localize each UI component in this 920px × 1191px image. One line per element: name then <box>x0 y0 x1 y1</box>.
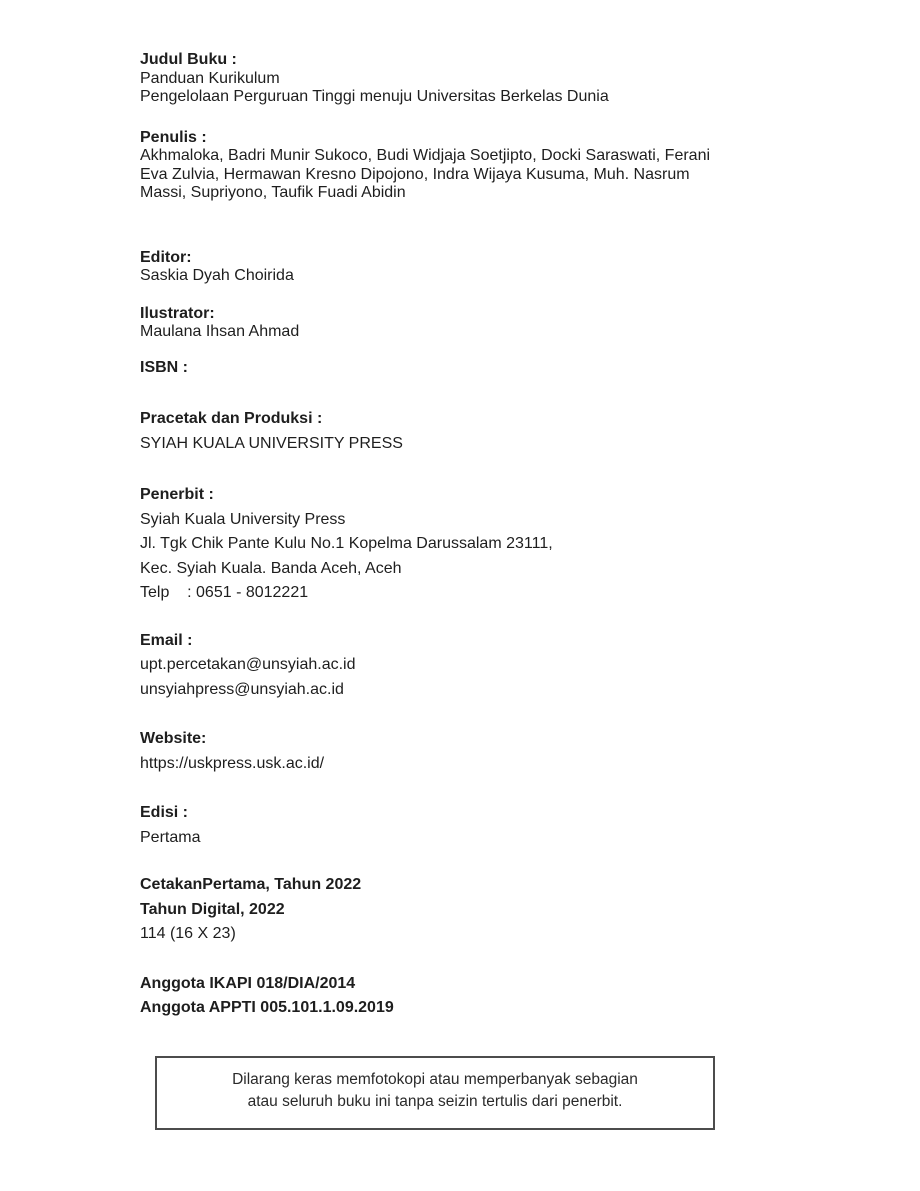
editor-name: Saskia Dyah Choirida <box>140 267 294 284</box>
penulis-line-1: Akhmaloka, Badri Munir Sukoco, Budi Widjaja Soetjipto, Docki Saraswati, Ferani <box>140 147 711 164</box>
edisi-value: Pertama <box>140 828 201 846</box>
page-format-line: 114 (16 X 23) <box>140 925 236 942</box>
section-email <box>140 629 805 703</box>
penulis-line-2: Eva Zulvia, Hermawan Kresno Dipojono, Indra Wijaya Kusuma, Muh. Nasrum <box>140 165 690 183</box>
ilustrator-heading: Ilustrator: <box>140 304 215 322</box>
section-edisi <box>140 801 805 850</box>
penulis-line-3: Massi, Supriyono, Taufik Fuadi Abidin <box>140 184 406 201</box>
email-address-2: unsyiahpress@unsyiah.ac.id <box>140 680 344 698</box>
edisi-heading: Edisi : <box>140 804 189 821</box>
ilustrator-name: Maulana Ihsan Ahmad <box>140 323 300 340</box>
email-heading: Email : <box>140 631 193 649</box>
section-anggota <box>140 972 805 1021</box>
copyright-notice-line-1: Dilarang keras memfotokopi atau memperbanyak sebagian <box>232 1070 638 1088</box>
anggota-appti-line: Anggota APPTI 005.101.1.09.2019 <box>140 999 394 1016</box>
colophon-content <box>140 51 805 1130</box>
penerbit-name: Syiah Kuala University Press <box>140 510 346 528</box>
section-penerbit <box>140 483 805 606</box>
judul-buku-line-1: Panduan Kurikulum <box>140 69 280 87</box>
section-judul-buku <box>140 51 805 107</box>
judul-buku-heading: Judul Buku : <box>140 51 237 68</box>
section-penulis <box>140 129 805 203</box>
pracetak-name: SYIAH KUALA UNIVERSITY PRESS <box>140 434 403 452</box>
isbn-heading: ISBN : <box>140 358 188 376</box>
penerbit-phone: Telp : 0651 - 8012221 <box>140 584 309 601</box>
anggota-ikapi-line: Anggota IKAPI 018/DIA/2014 <box>140 974 356 992</box>
section-ilustrator <box>140 305 805 342</box>
website-heading: Website: <box>140 730 207 747</box>
penerbit-heading: Penerbit : <box>140 486 214 503</box>
judul-buku-line-2: Pengelolaan Perguruan Tinggi menuju Universitas Berkelas Dunia <box>140 88 609 105</box>
penulis-heading: Penulis : <box>140 128 207 146</box>
penerbit-address-line-1: Jl. Tgk Chik Pante Kulu No.1 Kopelma Darussalam 23111, <box>140 535 553 552</box>
copyright-notice-line-2: atau seluruh buku ini tanpa seizin tertulis dari penerbit. <box>247 1092 623 1110</box>
section-isbn <box>140 359 805 378</box>
section-website <box>140 727 805 776</box>
pracetak-heading: Pracetak dan Produksi : <box>140 410 323 427</box>
copyright-notice-box <box>155 1056 715 1130</box>
cetakan-pertama-line: CetakanPertama, Tahun 2022 <box>140 876 362 893</box>
section-cetakan <box>140 873 805 947</box>
section-editor <box>140 249 805 286</box>
website-url: https://uskpress.usk.ac.id/ <box>140 754 325 772</box>
penerbit-address-line-2: Kec. Syiah Kuala. Banda Aceh, Aceh <box>140 559 402 577</box>
editor-heading: Editor: <box>140 248 192 266</box>
email-address-1: upt.percetakan@unsyiah.ac.id <box>140 656 356 673</box>
section-pracetak-produksi <box>140 407 805 456</box>
tahun-digital-line: Tahun Digital, 2022 <box>140 900 285 918</box>
